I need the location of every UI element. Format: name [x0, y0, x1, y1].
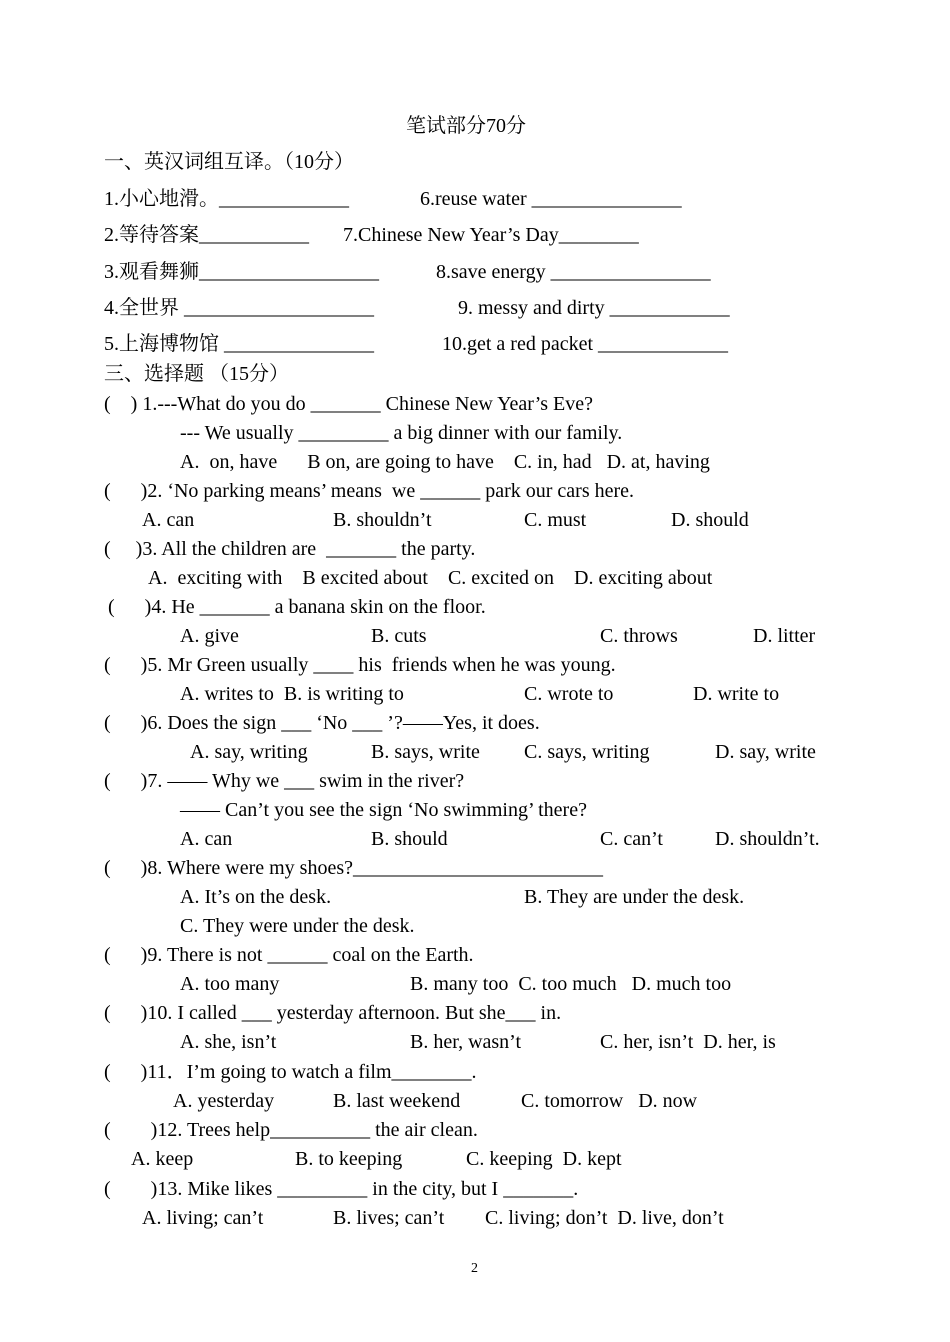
question-stem: ( )6. Does the sign ___ ‘No ___ ’?——Yes, it does.	[104, 712, 540, 734]
question-stem: ( )13. Mike likes _________ in the city, but I _______.	[104, 1178, 579, 1200]
option: C. can’t	[600, 828, 663, 850]
option: B. many too C. too much D. much too	[410, 973, 732, 995]
section-3-heading: 三、选择题 （15分）	[104, 363, 289, 385]
option: A. writes to B. is writing to	[180, 683, 404, 705]
page-title: 笔试部分70分	[406, 115, 526, 137]
question-stem: ( )10. I called ___ yesterday afternoon. But she___ in.	[104, 1002, 562, 1024]
question-stem: ( )11．I’m going to watch a film________.	[104, 1061, 477, 1083]
page-number: 2	[471, 1261, 478, 1276]
vocab-item: 2.等待答案___________	[104, 224, 309, 246]
question-options: A. exciting with B excited about C. excited on D. exciting about	[148, 567, 713, 589]
option: A. she, isn’t	[180, 1031, 277, 1053]
vocab-item: 9. messy and dirty ____________	[458, 297, 730, 319]
vocab-item: 4.全世界 ___________________	[104, 297, 374, 319]
vocab-item: 1.小心地滑。_____________	[104, 188, 349, 210]
option: C. says, writing	[524, 741, 650, 763]
question-stem: ( )4. He _______ a banana skin on the floor.	[108, 596, 486, 618]
question-stem: ( )3. All the children are _______ the party.	[104, 538, 476, 560]
option: A. yesterday	[173, 1090, 275, 1112]
option: A. keep	[131, 1148, 194, 1170]
option: A. can	[180, 828, 233, 850]
section-1-heading: 一、英汉词组互译。（10分）	[104, 151, 354, 173]
option: D. litter	[753, 625, 816, 647]
option: B. should	[371, 828, 448, 850]
option: C. living; don’t D. live, don’t	[485, 1207, 724, 1229]
option: C. her, isn’t D. her, is	[600, 1031, 776, 1053]
option: C. throws	[600, 625, 678, 647]
vocab-item: 7.Chinese New Year’s Day________	[343, 224, 639, 246]
question-options: A. on, have B on, are going to have C. in, had D. at, having	[180, 451, 710, 473]
option: A. give	[180, 625, 239, 647]
option: A. It’s on the desk.	[180, 886, 332, 908]
option: D. shouldn’t.	[715, 828, 820, 850]
option: A. too many	[180, 973, 280, 995]
option: B. to keeping	[295, 1148, 403, 1170]
vocab-item: 5.上海博物馆 _______________	[104, 333, 374, 355]
question-stem: ( )7. —— Why we ___ swim in the river?	[104, 770, 465, 792]
question-stem: ( )5. Mr Green usually ____ his friends when he was young.	[104, 654, 616, 676]
question-stem: ( )8. Where were my shoes?_________________________	[104, 857, 603, 879]
option: C. tomorrow D. now	[521, 1090, 698, 1112]
vocab-item: 10.get a red packet _____________	[442, 333, 729, 355]
vocab-item: 3.观看舞狮__________________	[104, 261, 379, 283]
option: C. keeping D. kept	[466, 1148, 622, 1170]
question-text: —— Can’t you see the sign ‘No swimming’ there?	[180, 799, 587, 821]
question-stem: ( )2. ‘No parking means’ means we ______ park our cars here.	[104, 480, 635, 502]
option: C. wrote to	[524, 683, 614, 705]
option: C. They were under the desk.	[180, 915, 415, 937]
question-text: --- We usually _________ a big dinner with our family.	[180, 422, 623, 444]
option: A. living; can’t	[142, 1207, 264, 1229]
question-stem: ( ) 1.---What do you do _______ Chinese New Year’s Eve?	[104, 393, 593, 415]
question-stem: ( )9. There is not ______ coal on the Earth.	[104, 944, 474, 966]
option: B. lives; can’t	[333, 1207, 445, 1229]
vocab-item: 8.save energy ________________	[436, 261, 711, 283]
option: D. write to	[693, 683, 780, 705]
option: C. must	[524, 509, 587, 531]
option: B. last weekend	[333, 1090, 461, 1112]
question-stem: ( )12. Trees help__________ the air clean.	[104, 1119, 478, 1141]
option: B. cuts	[371, 625, 427, 647]
option: D. say, write	[715, 741, 816, 763]
option: B. shouldn’t	[333, 509, 432, 531]
option: B. her, wasn’t	[410, 1031, 522, 1053]
option: A. say, writing	[190, 741, 308, 763]
option: B. says, write	[371, 741, 480, 763]
option: A. can	[142, 509, 195, 531]
option: D. should	[671, 509, 749, 531]
vocab-item: 6.reuse water _______________	[420, 188, 682, 210]
option: B. They are under the desk.	[524, 886, 745, 908]
